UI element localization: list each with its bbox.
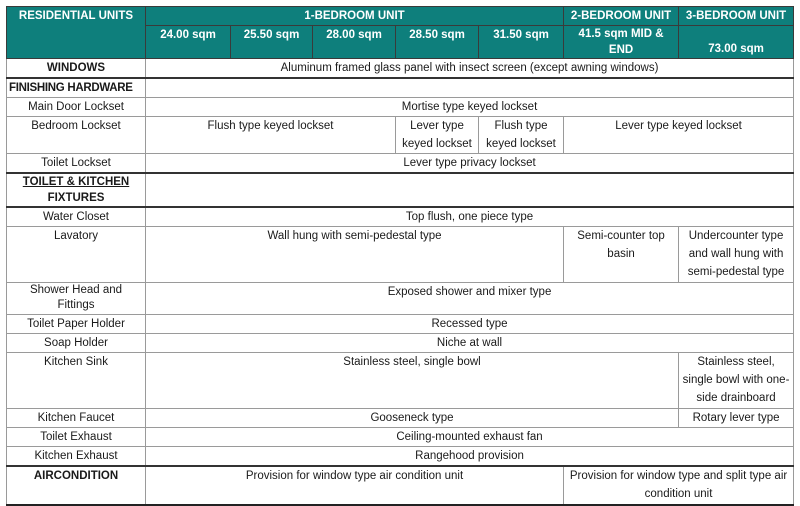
kitchen-sink-value-a: Stainless steel, single bowl [146, 353, 679, 409]
bedroom-lockset-value-c: Flush type keyed lockset [479, 117, 564, 154]
water-closet-value: Top flush, one piece type [146, 207, 794, 227]
header-unit-size: 41.5 sqm MID & END [564, 26, 679, 59]
header-unit-size: 25.50 sqm [231, 26, 313, 59]
bedroom-lockset-value-b: Lever type keyed lockset [396, 117, 479, 154]
shower-head-value: Exposed shower and mixer type [146, 283, 794, 315]
header-2-bedroom-unit: 2-BEDROOM UNIT [564, 7, 679, 26]
toilet-exhaust-value: Ceiling-mounted exhaust fan [146, 428, 794, 447]
row-label-finishing-hardware: FINISHING HARDWARE [7, 78, 146, 98]
header-unit-size: 28.00 sqm [313, 26, 396, 59]
header-unit-size: 28.50 sqm [396, 26, 479, 59]
section-title: TOILET & KITCHEN [22, 176, 130, 188]
row-label-kitchen-faucet: Kitchen Faucet [7, 409, 146, 428]
row-label-soap-holder: Soap Holder [7, 334, 146, 353]
row-label-water-closet: Water Closet [7, 207, 146, 227]
toilet-kitchen-fixtures-value [146, 173, 794, 207]
header-unit-size: 73.00 sqm [679, 26, 794, 59]
lavatory-value-b: Semi-counter top basin [564, 227, 679, 283]
row-label-main-door-lockset: Main Door Lockset [7, 98, 146, 117]
row-label-windows: WINDOWS [7, 59, 146, 79]
toilet-paper-holder-value: Recessed type [146, 315, 794, 334]
row-label-toilet-kitchen-fixtures [7, 173, 146, 207]
header-unit-size: 24.00 sqm [146, 26, 231, 59]
aircondition-value-a: Provision for window type air condition unit [146, 466, 564, 505]
kitchen-faucet-value-b: Rotary lever type [679, 409, 794, 428]
kitchen-sink-value-b: Stainless steel, single bowl with one-side drainboard [679, 353, 794, 409]
header-3-bedroom-unit: 3-BEDROOM UNIT [679, 7, 794, 26]
row-label-lavatory: Lavatory [7, 227, 146, 283]
bedroom-lockset-value-d: Lever type keyed lockset [564, 117, 794, 154]
row-label-aircondition: AIRCONDITION [7, 466, 146, 505]
toilet-lockset-value: Lever type privacy lockset [146, 154, 794, 174]
soap-holder-value: Niche at wall [146, 334, 794, 353]
row-label-shower-head: Shower Head and Fittings [7, 283, 146, 315]
windows-value: Aluminum framed glass panel with insect screen (except awning windows) [146, 59, 794, 79]
kitchen-faucet-value-a: Gooseneck type [146, 409, 679, 428]
lavatory-value-a: Wall hung with semi-pedestal type [146, 227, 564, 283]
row-label-kitchen-sink: Kitchen Sink [7, 353, 146, 409]
row-label-toilet-paper-holder: Toilet Paper Holder [7, 315, 146, 334]
header-1-bedroom-unit: 1-BEDROOM UNIT [146, 7, 564, 26]
kitchen-exhaust-value: Rangehood provision [146, 447, 794, 467]
finishing-hardware-value [146, 78, 794, 98]
row-label-bedroom-lockset: Bedroom Lockset [7, 117, 146, 154]
specifications-table [6, 6, 794, 506]
row-label-kitchen-exhaust: Kitchen Exhaust [7, 447, 146, 467]
section-title-line2: FIXTURES [47, 192, 105, 204]
main-door-lockset-value: Mortise type keyed lockset [146, 98, 794, 117]
header-residential-units: RESIDENTIAL UNITS [7, 7, 146, 59]
bedroom-lockset-value-a: Flush type keyed lockset [146, 117, 396, 154]
row-label-toilet-exhaust: Toilet Exhaust [7, 428, 146, 447]
lavatory-value-c: Undercounter type and wall hung with semi-pedestal type [679, 227, 794, 283]
aircondition-value-b: Provision for window type and split type air condition unit [564, 466, 794, 505]
header-unit-size: 31.50 sqm [479, 26, 564, 59]
row-label-toilet-lockset: Toilet Lockset [7, 154, 146, 174]
